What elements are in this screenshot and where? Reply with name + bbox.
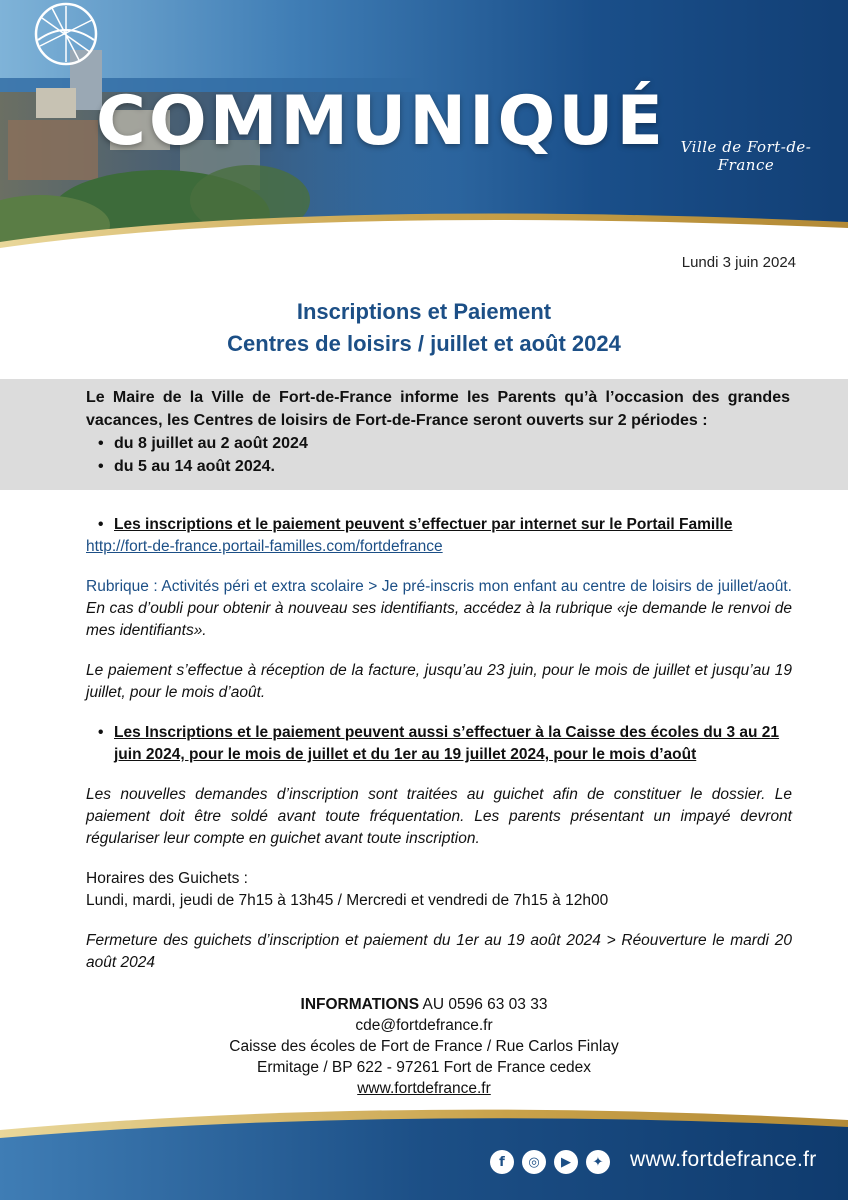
- hours-text: Lundi, mardi, jeudi de 7h15 à 13h45 / Mercredi et vendredi de 7h15 à 12h00: [86, 892, 609, 909]
- youtube-icon[interactable]: ▶: [554, 1150, 578, 1174]
- twitter-icon[interactable]: ✦: [586, 1150, 610, 1174]
- period-item: • du 5 au 14 août 2024.: [86, 455, 790, 478]
- info-phone: AU 0596 63 03 33: [419, 996, 548, 1013]
- document-title-line1: Inscriptions et Paiement: [296, 299, 552, 324]
- info-line: [0, 994, 848, 1015]
- document-title-line2: Centres de loisirs / juillet et août 2024: [227, 331, 621, 356]
- intro-box: [0, 379, 848, 490]
- communique-title: COMMUNIQUÉ: [96, 82, 666, 161]
- hours-label: Horaires des Guichets :: [86, 870, 248, 887]
- footer-website-link[interactable]: www.fortdefrance.fr: [630, 1148, 817, 1171]
- payment-paragraph: Le paiement s’effectue à réception de la facture, jusqu’au 23 juin, pour le mois de juillet et jusqu’au 19 juillet, pour le mois d’août.: [86, 662, 792, 701]
- facebook-icon[interactable]: f: [490, 1150, 514, 1174]
- social-links: [490, 1150, 610, 1174]
- main-content: [86, 514, 792, 974]
- rubrique-note: En cas d’oubli pour obtenir à nouveau ses identifiants, accédez à la rubrique «je demande le renvoi de mes identifiants».: [86, 600, 792, 639]
- address-line2: Ermitage / BP 622 - 97261 Fort de France cedex: [256, 1059, 591, 1076]
- document-title: [0, 296, 848, 360]
- intro-text: Le Maire de la Ville de Fort-de-France informe les Parents qu’à l’occasion des grandes vacances, les Centres de loisirs de Fort-de-France seront ouverts sur 2 périodes :: [86, 389, 790, 429]
- rubrique-paragraph: [86, 576, 792, 642]
- caisse-heading: • Les Inscriptions et le paiement peuvent aussi s’effectuer à la Caisse des écoles du 3 au 21 juin 2024, pour le mois de juillet et du 1er au 19 juillet 2024, pour le mois d’août: [86, 722, 792, 766]
- contact-website-link[interactable]: www.fortdefrance.fr: [357, 1080, 491, 1097]
- info-label: INFORMATIONS: [300, 996, 420, 1013]
- header-banner: [0, 0, 848, 262]
- address-line1: Caisse des écoles de Fort de France / Rue Carlos Finlay: [229, 1038, 619, 1055]
- period-item: • du 8 juillet au 2 août 2024: [86, 432, 790, 455]
- contact-block: [0, 994, 848, 1099]
- rubrique-text: Rubrique : Activités péri et extra scolaire > Je pré-inscris mon enfant au centre de loisirs de juillet/août.: [86, 578, 792, 595]
- contact-email[interactable]: cde@fortdefrance.fr: [355, 1017, 493, 1034]
- caisse-note: Les nouvelles demandes d’inscription sont traitées au guichet afin de constituer le dossier. Le paiement doit être soldé avant toute fréquentation. Les parents présentant un impayé devront régulariser leur compte en guichet avant toute inscription.: [86, 786, 792, 847]
- city-logo-emblem-icon: [0, 0, 130, 110]
- portail-famille-link[interactable]: http://fort-de-france.portail-familles.com/fortdefrance: [86, 538, 443, 555]
- publication-date: Lundi 3 juin 2024: [681, 254, 796, 271]
- instagram-icon[interactable]: ◎: [522, 1150, 546, 1174]
- closure-notice: Fermeture des guichets d’inscription et paiement du 1er au 19 août 2024 > Réouverture le mardi 20 août 2024: [86, 932, 792, 971]
- internet-heading: • Les inscriptions et le paiement peuvent s’effectuer par internet sur le Portail Famille: [86, 514, 792, 536]
- periods-list: [86, 432, 790, 478]
- city-logo-text: Ville de Fort-de-France: [680, 138, 812, 174]
